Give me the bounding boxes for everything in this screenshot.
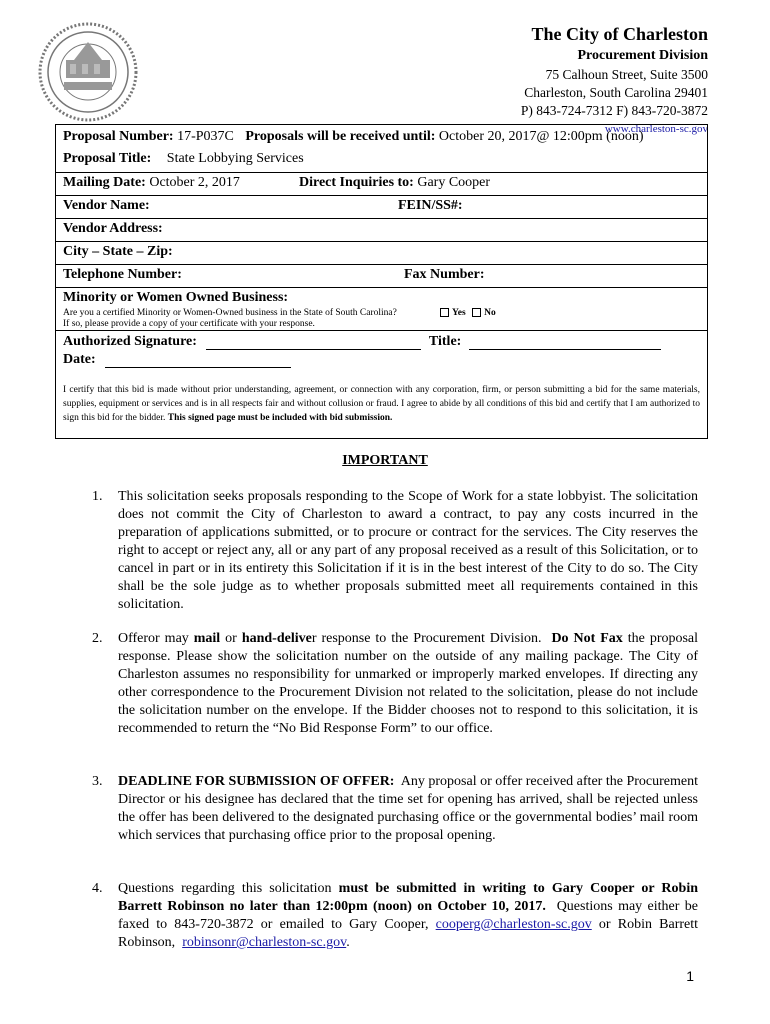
- item-text-part: .: [346, 935, 350, 950]
- email-link-robinson[interactable]: robinsonr@charleston-sc.gov: [182, 935, 347, 950]
- telephone-row[interactable]: [56, 265, 707, 288]
- received-until-value: October 20, 2017@ 12:00pm (noon): [438, 129, 644, 144]
- received-until-label: Proposals will be received until:: [245, 129, 436, 144]
- proposal-number-label: Proposal Number:: [63, 129, 174, 144]
- vendor-address-row[interactable]: [56, 219, 707, 242]
- list-item: [92, 630, 698, 738]
- item-number: 1.: [92, 489, 103, 504]
- item-text-part: or: [225, 631, 237, 646]
- no-label: No: [484, 308, 496, 318]
- mailing-date-label: Mailing Date:: [63, 175, 146, 190]
- signer-title-label: Title:: [428, 334, 462, 349]
- item-text-part: Offeror may: [118, 631, 189, 646]
- no-checkbox[interactable]: [472, 308, 481, 317]
- item-text-part: Questions may either be faxed to 843-720-3872 or emailed to Gary Cooper,: [118, 899, 699, 932]
- letterhead: [521, 22, 708, 138]
- fax-label: Fax Number:: [404, 267, 485, 282]
- item-emphasis: mail: [193, 631, 221, 646]
- division-name: Procurement Division: [577, 48, 708, 63]
- website-link[interactable]: www.charleston-sc.gov: [604, 123, 708, 135]
- minority-question: Are you a certified Minority or Women-Owned business in the State of South Carolina?: [63, 308, 397, 318]
- telephone-label: Telephone Number:: [63, 267, 182, 282]
- item-emphasis: hand-delive: [241, 631, 312, 646]
- fein-label: FEIN/SS#:: [398, 198, 463, 213]
- item-text-part: Any proposal or offer received after the Procurement Director or his designee has declared that the time set for opening has arrived, shall be rejected unless the offer has been delivered to the designated purchasing office or the governmental bodies’ mail room which services that purchasing office prior to the proposal opening.: [118, 774, 698, 843]
- minority-row: [56, 288, 707, 331]
- vendor-address-label: Vendor Address:: [63, 221, 163, 236]
- item-text: [118, 880, 698, 952]
- proposal-title-label: Proposal Title:: [63, 151, 152, 166]
- item-text-part: or Robin Barrett Robinson,: [118, 917, 699, 950]
- item-text-part: r response to the Procurement Division.: [311, 631, 542, 646]
- yes-checkbox[interactable]: [440, 308, 449, 317]
- item-text: This solicitation seeks proposals responding to the Scope of Work for a state lobbyist. The solicitation does not commit the City of Charleston to award a contract, to pay any costs incurred in the preparation of applications submitted, or to procure or contract for the services. The City reserves the right to accept or reject any, all or any part of any proposal received as a result of this Solicitation, or to cancel in part or in its entirety this Solicitation if it is in the best interest of the City to do so. The City shall be the sole judge as to whether proposals submitted meet all requirements contained in this solicitation.: [118, 489, 698, 612]
- minority-label: Minority or Women Owned Business:: [63, 290, 289, 305]
- item-emphasis: Do Not Fax: [551, 631, 623, 646]
- important-heading: IMPORTANT: [342, 453, 428, 468]
- direct-inquiries-value: Gary Cooper: [417, 175, 491, 190]
- item-emphasis: DEADLINE FOR SUBMISSION OF OFFER:: [118, 774, 395, 789]
- page-number: 1: [686, 968, 694, 984]
- item-text-part: the proposal response. Please show the solicitation number on the outside of any mailing package. The City of Charleston assumes no responsibility for unmarked or improperly marked envelopes. If directing any other correspondence to the Procurement Division not related to the solicitation, please do not include the solicitation number on the envelope. If the Bidder chooses not to respond to this solicitation, it is recommended to return the “No Bid Response Form” to our office.: [118, 631, 699, 736]
- proposal-title-value: State Lobbying Services: [166, 151, 304, 166]
- signature-row: [56, 331, 707, 438]
- address-line-2: Charleston, South Carolina 29401: [524, 85, 708, 100]
- certification-emphasis: This signed page must be included with bid submission.: [167, 413, 393, 423]
- phone-fax: P) 843-724-7312 F) 843-720-3872: [520, 103, 708, 118]
- mailing-date-value: October 2, 2017: [149, 175, 240, 190]
- item-number: 3.: [92, 774, 103, 789]
- signer-title-line[interactable]: [469, 336, 661, 350]
- signature-line[interactable]: [206, 336, 421, 350]
- proposal-info-row: [56, 125, 707, 173]
- proposal-number-value: 17-P037C: [177, 129, 234, 144]
- mailing-row: [56, 173, 707, 196]
- item-text: [118, 630, 698, 738]
- city-name: The City of Charleston: [531, 24, 708, 44]
- yes-label: Yes: [452, 308, 466, 318]
- vendor-name-row[interactable]: [56, 196, 707, 219]
- signature-label: Authorized Signature:: [63, 334, 197, 349]
- item-text-part: Questions regarding this solicitation: [118, 881, 332, 896]
- proposal-form: [55, 124, 708, 439]
- item-text: [118, 773, 698, 845]
- date-label: Date:: [63, 352, 96, 367]
- list-item: [92, 773, 698, 845]
- list-item: [92, 488, 698, 614]
- minority-note: If so, please provide a copy of your certificate with your response.: [63, 319, 315, 329]
- yes-no-options: [440, 308, 496, 319]
- email-link-cooper[interactable]: cooperg@charleston-sc.gov: [435, 917, 592, 932]
- list-item: [92, 880, 698, 952]
- item-number: 4.: [92, 881, 103, 896]
- item-number: 2.: [92, 631, 103, 646]
- city-state-zip-row[interactable]: [56, 242, 707, 265]
- date-line[interactable]: [105, 354, 291, 368]
- vendor-name-label: Vendor Name:: [63, 198, 150, 213]
- city-seal-logo: [36, 20, 140, 124]
- direct-inquiries-label: Direct Inquiries to:: [299, 175, 414, 190]
- city-state-zip-label: City – State – Zip:: [63, 244, 173, 259]
- certification-text: [63, 383, 700, 425]
- address-line-1: 75 Calhoun Street, Suite 3500: [545, 67, 708, 82]
- item-emphasis: must be submitted in writing to Gary Cooper or Robin Barrett Robinson no later than 12:00pm (noon) on October 10, 2017.: [118, 881, 699, 914]
- certification-body: I certify that this bid is made without prior understanding, agreement, or connection with any corporation, firm, or person submitting a bid for the same materials, supplies, equipment or services and is in all respects fair and without collusion or fraud. I agree to abide by all conditions of this bid and certify that I am authorized to sign this bid for the bidder.: [63, 385, 700, 423]
